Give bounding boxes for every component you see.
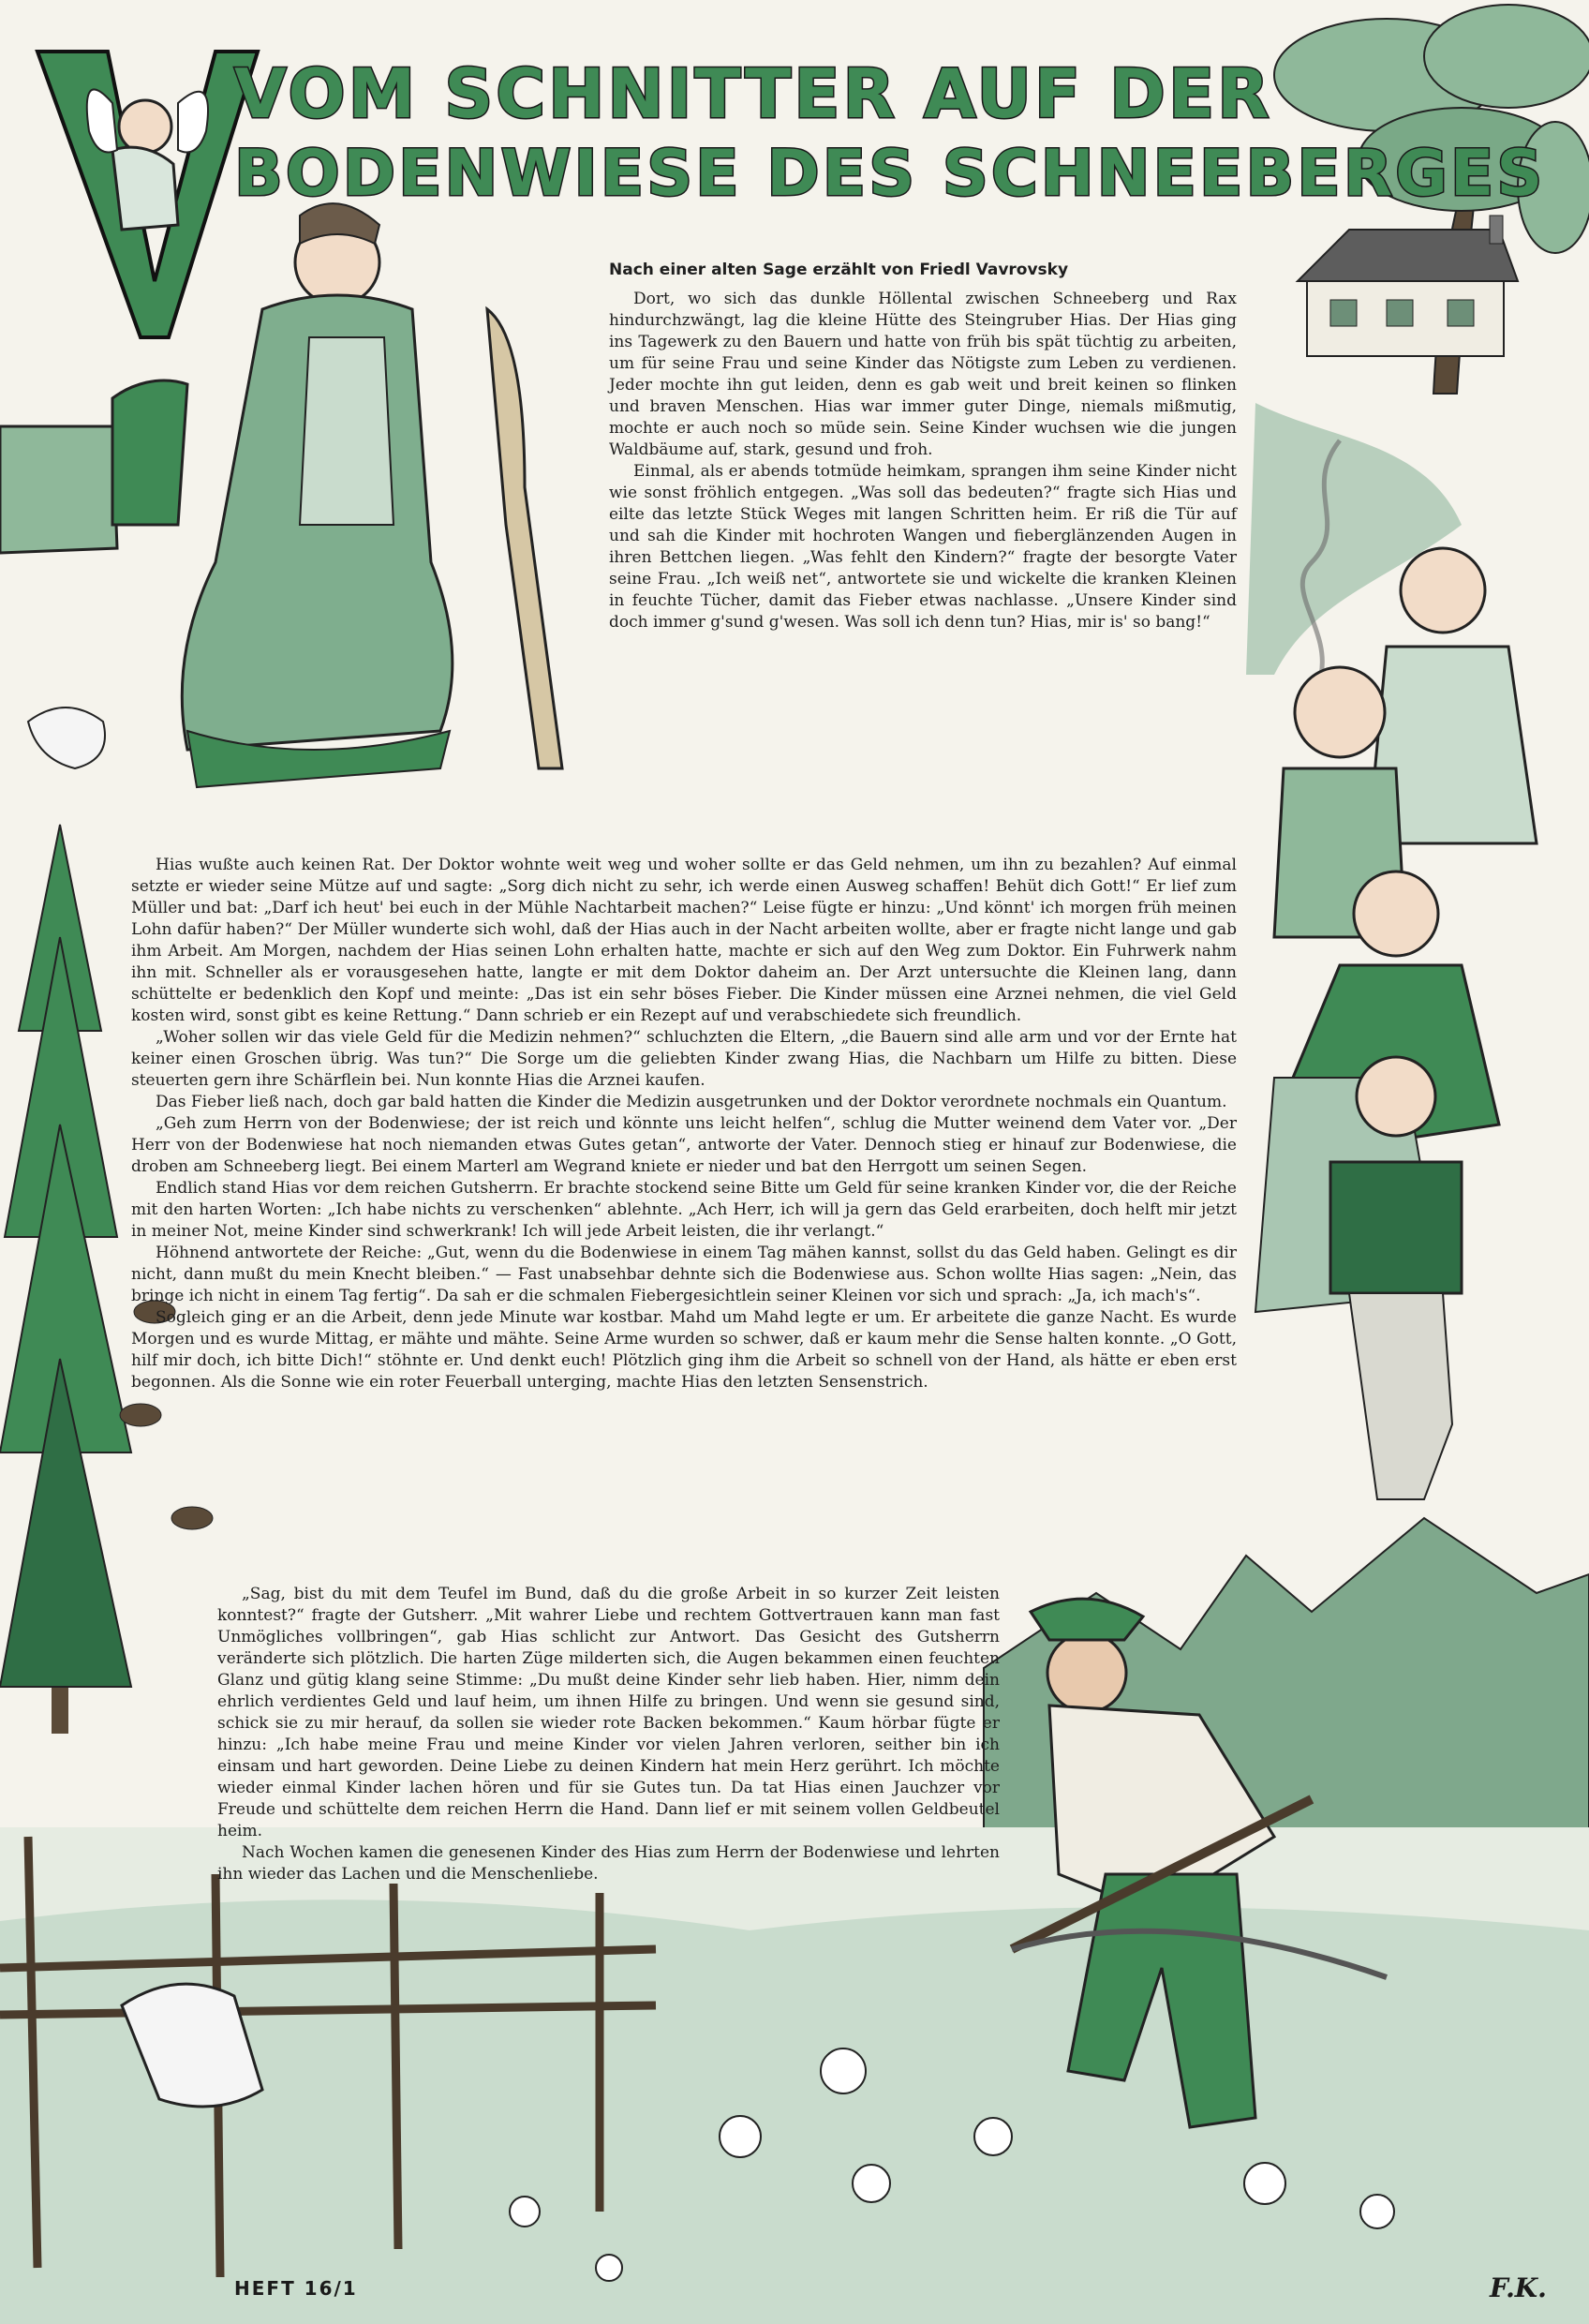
- paragraph: „Woher sollen wir das viele Geld für die Medizin nehmen?“ schluchzten die Eltern, „die Bauern sind alle arm und vor der Ernte hat keiner einen Groschen übrig. Was tun?“ Die Sorge um die geliebten Kinder zwang Hias, die Nachbarn um Hilfe zu bitten. Diese steuerten gern ihre Schärflein bei. Nun konnte Hias die Arznei kaufen.: [131, 1028, 1237, 1090]
- paragraph: Nach Wochen kamen die genesenen Kinder des Hias zum Herrn der Bodenwiese und lehrten ihn wieder das Lachen und die Menschenliebe.: [217, 1843, 1000, 1884]
- crying-mother-illustration: [0, 203, 562, 787]
- children-illustration: [1255, 548, 1537, 1499]
- paragraph: Hias wußte auch keinen Rat. Der Doktor wohnte weit weg und woher sollte er das Geld nehmen, um ihn zu bezahlen? Auf einmal setzte er wieder seine Mütze auf und sagte: „Sorg dich nicht zu sehr, ich werde einen Ausweg schaffen! Behüt dich Gott!“ Er lief zum Müller und bat: „Darf ich heut' bei euch in der Mühle Nachtarbeit machen?“ Leise fügte er hinzu: „Und könnt' ich morgen früh meinen Lohn dafür haben?“ Der Müller wunderte sich wohl, daß der Hias auch in der Nacht arbeiten wollte, aber er fragte nicht lange und gab ihm Arbeit. Am Morgen, nachdem der Hias seinen Lohn erhalten hatte, machte er sich auf den Weg zum Doktor. Ein Fuhrwerk nahm ihn mit. Schneller als er vorausgesehen hatte, langte er mit dem Doktor daheim an. Der Arzt untersuchte die Kleinen lang, dann schüttelte er bedenklich den Kopf und meinte: „Das ist ein sehr böses Fieber. Die Kinder müssen eine Arznei nehmen, die viel Geld kosten wird, sonst gibt es keine Rettung.“ Dann schrieb er ein Rezept auf und verabschiedete sich freundlich.: [131, 856, 1237, 1025]
- title-line-1: VOM SCHNITTER AUF DER: [234, 54, 1272, 133]
- paragraph: Sogleich ging er an die Arbeit, denn jede Minute war kostbar. Mahd um Mahd legte er um. Er arbeitete die ganze Nacht. Es wurde Morgen und es wurde Mittag, er mähte und mähte. Seine Arme wurden so schwer, daß er kaum mehr die Sense halten konnte. „O Gott, hilf mir doch, ich bitte Dich!“ stöhnte er. Und denkt euch! Plötzlich ging ihm die Arbeit so schnell von der Hand, als hätte er eben erst begonnen. Als die Sonne wie ein roter Feuerball unterging, machte Hias den letzten Sensenstrich.: [131, 1308, 1237, 1392]
- body-text-column-middle: [131, 855, 1237, 1576]
- paragraph: Endlich stand Hias vor dem reichen Gutsherrn. Er brachte stockend seine Bitte um Geld für seine kranken Kinder vor, die der Reiche mit den harten Worten: „Ich habe nichts zu verschenken“ ablehnte. „Ach Herr, ich will ja gern das Geld erarbeiten, doch helft mir jetzt in meiner Not, meine Kinder sind schwerkrank! Ich will jede Arbeit leisten, die ihr verlangt.“: [131, 1179, 1237, 1241]
- paragraph: Höhnend antwortete der Reiche: „Gut, wenn du die Bodenwiese in einem Tag mähen kannst, sollst du das Geld haben. Gelingt es dir nicht, dann mußt du mein Knecht bleiben.“ — Fast unabsehbar dehnte sich die Bodenwiese aus. Schon wollte Hias sagen: „Nein, das bringe ich nicht in einem Tag fertig“. Da sah er die schmalen Fiebergesichtlein seiner Kleinen vor sich und sprach: „Ja, ich mach's“.: [131, 1244, 1237, 1305]
- paragraph: Dort, wo sich das dunkle Höllental zwischen Schneeberg und Rax hindurchzwängt, lag die kleine Hütte des Steingruber Hias. Der Hias ging ins Tagewerk zu den Bauern und hatte von früh bis spät tüchtig zu arbeiten, um für seine Frau und seine Kinder das Nötigste zum Leben zu verdienen. Jeder mochte ihn gut leiden, denn es gab weit und breit keinen so flinken und braven Menschen. Hias war immer guter Dinge, niemals mißmutig, mochte er auch noch so müde sein. Seine Kinder wuchsen wie die jungen Waldbäume auf, stark, gesund und froh.: [609, 290, 1237, 459]
- artist-signature: F.K.: [1490, 2272, 1547, 2303]
- issue-number: HEFT 16/1: [234, 2277, 358, 2300]
- byline: Nach einer alten Sage erzählt von Friedl Vavrovsky: [609, 261, 1069, 279]
- body-text-column-bottom: [217, 1584, 1000, 1884]
- paragraph: „Geh zum Herrn von der Bodenwiese; der ist reich und könnte uns leicht helfen“, schlug die Mutter weinend dem Vater vor. „Der Herr von der Bodenwiese hat noch niemanden etwas Gutes getan“, antworte der Vater. Dennoch stieg er hinauf zur Bodenwiese, die droben am Schneeberg liegt. Bei einem Marterl am Wegrand kniete er nieder und bat den Herrgott um seinen Segen.: [131, 1114, 1237, 1176]
- title-line-2: BODENWIESE DES SCHNEEBERGES: [234, 137, 1546, 211]
- paragraph: Das Fieber ließ nach, doch gar bald hatten die Kinder die Medizin ausgetrunken und der Doktor verordnete nochmals ein Quantum.: [156, 1093, 1227, 1111]
- initial-v-with-angel: [37, 52, 258, 337]
- paragraph: „Sag, bist du mit dem Teufel im Bund, daß du die große Arbeit in so kurzer Zeit leisten konntest?“ fragte der Gutsherr. „Mit wahrer Liebe und rechtem Gottvertrauen kann man fast Unmögliches vollbringen“, gab Hias schlicht zur Antwort. Das Gesicht des Gutsherrn veränderte sich plötzlich. Die harten Züge milderten sich, die Augen bekammen einen feuchten Glanz und gütig klang seine Stimme: „Du mußt deine Kinder sehr lieb haben. Hier, nimm dein ehrlich verdientes Geld und lauf heim, um ihnen Hilfe zu bringen. Und wenn sie gesund sind, schick sie zu mir herauf, da sollen sie wieder rote Backen bekommen.“ Kaum hörbar fügte er hinzu: „Ich habe meine Frau und meine Kinder vor vielen Jahren verloren, seither bin ich einsam und hart geworden. Deine Liebe zu deinen Kindern hat mein Herz gerührt. Ich möchte wieder einmal Kinder lachen hören und für sie Gutes tun. Da tat Hias einen Jauchzer vor Freude und schüttelte dem reichen Herrn die Hand. Dann lief er mit seinem vollen Geldbeutel heim.: [217, 1585, 1000, 1840]
- paragraph: Einmal, als er abends totmüde heimkam, sprangen ihm seine Kinder nicht wie sonst fröhlich entgegen. „Was soll das bedeuten?“ fragte sich Hias und eilte das letzte Stück Weges mit langen Schritten heim. Er riß die Tür auf und sah die Kinder mit hochroten Wangen und fieberglänzenden Augen in ihren Bettchen liegen. „Was fehlt den Kindern?“ fragte der besorgte Vater seine Frau. „Ich weiß net“, antwortete sie und wickelte die kranken Kleinen in feuchte Tücher, damit das Fieber etwas nachlasse. „Unsere Kinder sind doch immer g'sund g'wesen. Was soll ich denn tun? Hias, mir is' so bang!“: [609, 462, 1237, 632]
- body-text-column-top: [609, 289, 1237, 851]
- cottage-illustration: [1298, 216, 1518, 356]
